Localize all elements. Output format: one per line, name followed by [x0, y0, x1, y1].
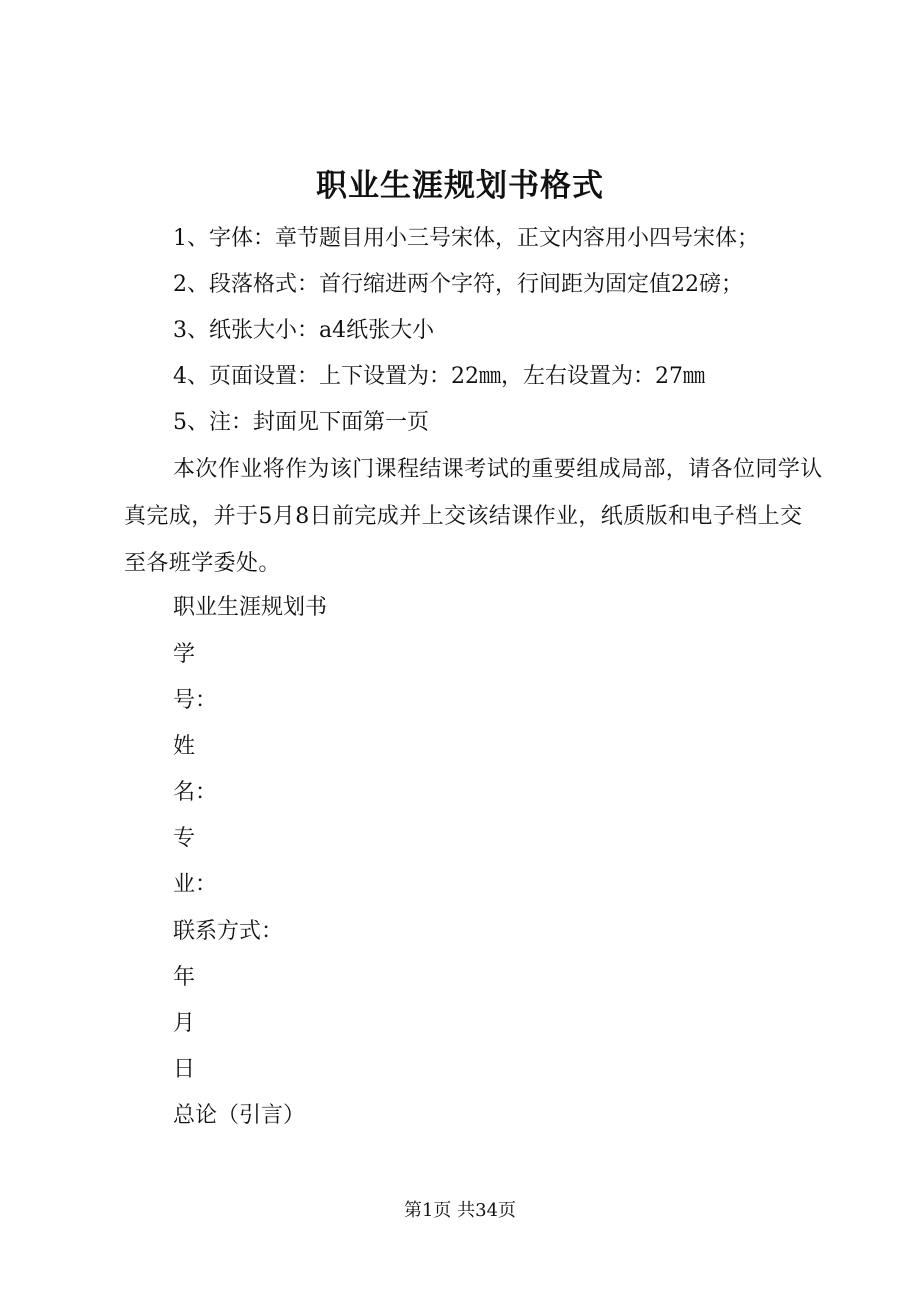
cover-field-major-2: 业：	[173, 872, 218, 897]
cover-field-month: 月	[173, 1011, 196, 1036]
format-rule-paper-size: 3、纸张大小：a4纸张大小	[173, 318, 435, 343]
format-rule-paragraph: 2、段落格式：首行缩进两个字符，行间距为固定值22磅；	[173, 272, 743, 297]
cover-field-student-id-1: 学	[173, 642, 196, 667]
cover-title: 职业生涯规划书	[173, 595, 328, 620]
format-rule-font: 1、字体：章节题目用小三号宋体，正文内容用小四号宋体；	[173, 226, 759, 251]
format-rule-note: 5、注：封面见下面第一页	[173, 410, 429, 435]
cover-field-name-2: 名：	[173, 780, 218, 805]
cover-field-major-1: 专	[173, 826, 196, 851]
format-rule-page-setup: 4、页面设置：上下设置为：22㎜，左右设置为：27㎜	[173, 364, 705, 389]
cover-field-contact: 联系方式：	[173, 919, 284, 944]
section-heading-introduction: 总论（引言）	[173, 1103, 306, 1128]
cover-field-name-1: 姓	[173, 734, 196, 759]
cover-field-student-id-2: 号：	[173, 688, 218, 713]
cover-field-year: 年	[173, 965, 196, 990]
page-footer: 第1页 共34页	[403, 1200, 517, 1221]
cover-field-day: 日	[173, 1057, 196, 1082]
instruction-paragraph: 本次作业将作为该门课程结课考试的重要组成局部，请各位同学认真完成，并于5月8日前完成并上交该结课作业，纸质版和电子档上交至各班学委处。	[124, 457, 823, 576]
document-title: 职业生涯规划书格式	[316, 168, 604, 204]
